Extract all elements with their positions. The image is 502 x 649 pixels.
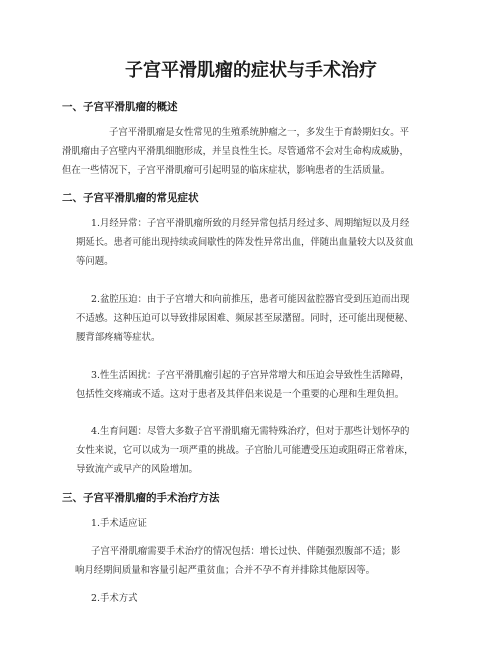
paragraph-line: 期延长。患者可能出现持续或间歇性的阵发性异常出血，伴随出血量较大以及贫血 [76, 237, 414, 248]
section-heading-symptoms: 二、子宫平滑肌瘤的常见症状 [62, 192, 199, 204]
section-heading-overview: 一、子宫平滑肌瘤的概述 [62, 101, 178, 113]
paragraph-line: 包括性交疼痛或不适。这对于患者及其伴侣来说是一个重要的心理和生理负担。 [76, 389, 405, 400]
section-heading-surgery: 三、子宫平滑肌瘤的手术治疗方法 [62, 492, 220, 504]
subheading-methods: 2.手术方式 [91, 593, 138, 604]
paragraph-line: 子宫平滑肌瘤是女性常见的生殖系统肿瘤之一，多发生于育龄期妇女。平 [109, 127, 410, 138]
subheading-indications: 1.手术适应证 [91, 518, 147, 529]
paragraph-line: 1.月经异常：子宫平滑肌瘤所致的月经异常包括月经过多、周期缩短以及月经 [91, 218, 410, 229]
paragraph-line: 女性来说，它可以成为一项严重的挑战。子宫胎儿可能遭受压迫或阻碍正常着床， [76, 445, 414, 456]
paragraph-line: 不适感。这种压迫可以导致排尿困难、频尿甚至尿潴留。同时，还可能出现便秘、 [76, 313, 414, 324]
paragraph-line: 等问题。 [76, 256, 114, 267]
paragraph-line: 腰背部疼痛等症状。 [76, 332, 161, 343]
paragraph-line: 子宫平滑肌瘤需要手术治疗的情况包括：增长过快、伴随强烈腹部不适；影 [91, 546, 401, 557]
paragraph-line: 2.盆腔压迫：由于子宫增大和向前推压，患者可能因盆腔器官受到压迫而出现 [91, 294, 410, 305]
paragraph-line: 响月经期间质量和容量引起严重贫血；合并不孕不育并排除其他原因等。 [75, 565, 376, 576]
paragraph-line: 滑肌瘤由子宫壁内平滑肌细胞形成，并呈良性生长。尽管通常不会对生命构成威胁， [62, 146, 409, 157]
paragraph-line: 3.性生活困扰：子宫平滑肌瘤引起的子宫异常增大和压迫会导致性生活障碍， [91, 370, 410, 381]
document-title: 子宫平滑肌瘤的症状与手术治疗 [125, 60, 377, 81]
paragraph-line: 导致流产或早产的风险增加。 [76, 464, 198, 475]
paragraph-line: 4.生育问题：尽管大多数子宫平滑肌瘤无需特殊治疗，但对于那些计划怀孕的 [91, 426, 410, 437]
paragraph-line: 但在一些情况下，子宫平滑肌瘤可引起明显的临床症状，影响患者的生活质量。 [62, 165, 391, 176]
